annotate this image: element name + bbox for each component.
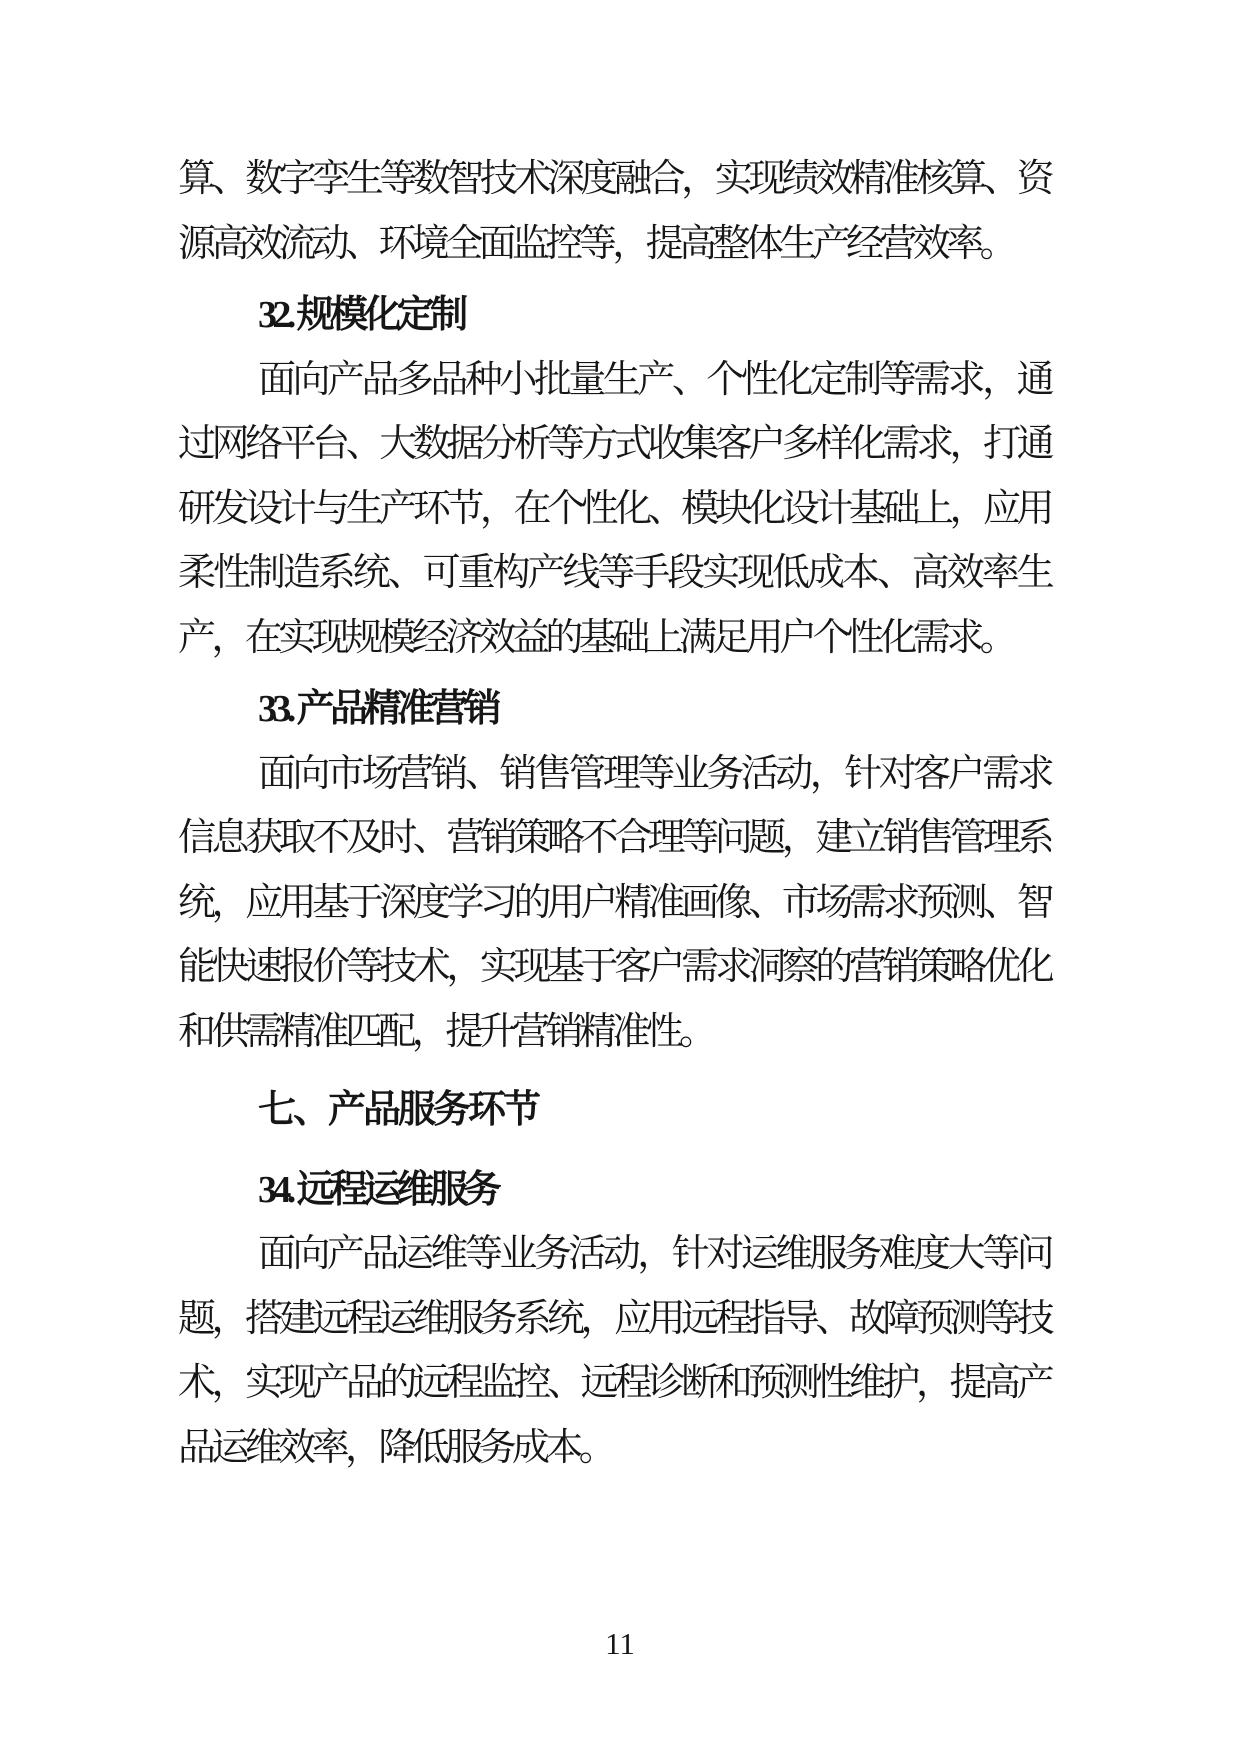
page-number: 11: [605, 1626, 635, 1661]
document-body: [178, 147, 1050, 1480]
chapter-7-heading: 七、产品服务环节: [258, 1089, 539, 1131]
section-32-heading: 32. 规模化定制: [258, 294, 464, 336]
section-32-paragraph: 面向产品多品种小批量生产、个性化定制等需求，通过网络平台、大数据分析等方式收集客户多样化需求，打通研发设计与生产环节，在个性化、模块化设计基础上，应用柔性制造系统、可重构产线等手段实现低成本、高效率生产，在实现规模经济效益的基础上满足用户个性化需求。: [178, 358, 1050, 659]
section-33-heading: 33. 产品精准营销: [258, 688, 498, 730]
paragraph-continuation: 算、数字孪生等数智技术深度融合，实现绩效精准核算、资源高效流动、环境全面监控等，提高整体生产经营效率。: [178, 158, 1050, 265]
section-33-paragraph: 面向市场营销、销售管理等业务活动，针对客户需求信息获取不及时、营销策略不合理等问题，建立销售管理系统，应用基于深度学习的用户精准画像、市场需求预测、智能快速报价等技术，实现基于客户需求洞察的营销策略优化和供需精准匹配，提升营销精准性。: [178, 752, 1050, 1053]
section-34-heading: 34. 远程运维服务: [258, 1168, 498, 1211]
section-34-paragraph: 面向产品运维等业务活动，针对运维服务难度大等问题，搭建远程运维服务系统，应用远程指导、故障预测等技术，实现产品的远程监控、远程诊断和预测性维护，提高产品运维效率，降低服务成本。: [178, 1233, 1050, 1469]
